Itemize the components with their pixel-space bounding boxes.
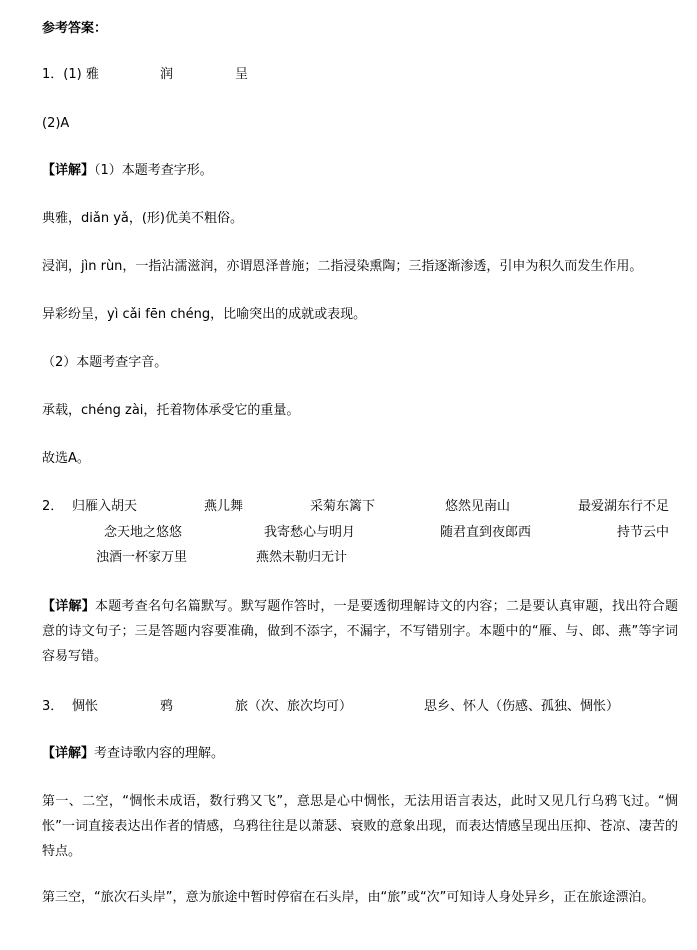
q2-number: 2． [42, 499, 64, 514]
q2-answer: 燕儿舞 [204, 499, 244, 514]
q2-answer: 燕然未勒归无计 [256, 550, 348, 565]
q1-conclusion: 故选A。 [42, 451, 90, 466]
q2-answer: 浊酒一杯家万里 [96, 550, 188, 565]
q2-answer: 最爱湖东行不足 [578, 499, 670, 514]
detail-text: 本题考查名句名篇默写。默写题作答时，一是要透彻理解诗文的内容；二是要认真审题，找出符合题意的诗文句子；三是答题内容要准确，做到不添字，不漏字，不写错别字。本题中的“雁、与、郎、燕”等字词容易写错。 [42, 599, 678, 664]
q1-answer-1: 1．(1) 雅 [42, 67, 99, 82]
q1-entry-3: 异彩纷呈，yì cǎi fēn chéng，比喻突出的成就或表现。 [42, 307, 367, 322]
detail-text: （1）本题考查字形。 [94, 163, 213, 178]
q3-answer: 思乡、怀人（伤感、孤独、惆怅） [424, 699, 620, 714]
q1-part2: （2）本题考查字音。 [42, 355, 168, 370]
q2-answer: 我寄愁心与明月 [264, 525, 356, 540]
q3-detail [42, 747, 224, 760]
q1-detail [42, 164, 213, 177]
q1-answer-part2: (2)A [42, 116, 70, 131]
q3-paragraph-1: 第一、二空，“惆怅未成语，数行鸦又飞”，意思是心中惆怅，无法用语言表达，此时又见几行乌鸦飞过。“惆怅”一词直接表达出作者的情感，乌鸦往往是以萧瑟、衰败的意象出现，而表达情感呈现出压抑、苍凉、凄苦的特点。 [42, 794, 678, 859]
q3-answer: 惆怅 [72, 699, 99, 714]
q3-number: 3． [42, 699, 64, 714]
q2-answer: 随君直到夜郎西 [440, 525, 532, 540]
detail-label: 【详解】 [42, 163, 95, 178]
q1-answer-3: 呈 [235, 67, 249, 82]
q2-answer: 念天地之悠悠 [104, 525, 183, 540]
q2-answer: 悠然见南山 [445, 499, 511, 514]
q1-answer-2: 润 [160, 67, 174, 82]
q2-answer: 归雁入胡天 [72, 499, 138, 514]
q2-answer: 采菊东篱下 [310, 499, 376, 514]
q2-answer: 持节云中 [617, 525, 670, 540]
q2-detail [42, 594, 678, 669]
q1-entry-2: 浸润，jìn rùn，一指沾濡滋润，亦谓恩泽普施；二指浸染熏陶；三指逐渐渗透，引申为积久而发生作用。 [42, 259, 643, 274]
q3-paragraph-2: 第三空，“旅次石头岸”，意为旅途中暂时停宿在石头岸，由“旅”或“次”可知诗人身处异乡，正在旅途漂泊。 [42, 890, 655, 905]
detail-text: 考查诗歌内容的理解。 [94, 746, 225, 761]
detail-label: 【详解】 [42, 599, 96, 614]
q1-entry-1: 典雅，diǎn yǎ，(形)优美不粗俗。 [42, 211, 244, 226]
q3-answer: 旅（次、旅次均可） [235, 699, 353, 714]
q3-answer: 鸦 [160, 699, 174, 714]
answer-title: 参考答案： [42, 21, 108, 36]
detail-label: 【详解】 [42, 746, 95, 761]
q1-entry-4: 承载，chéng zài，托着物体承受它的重量。 [42, 403, 300, 418]
